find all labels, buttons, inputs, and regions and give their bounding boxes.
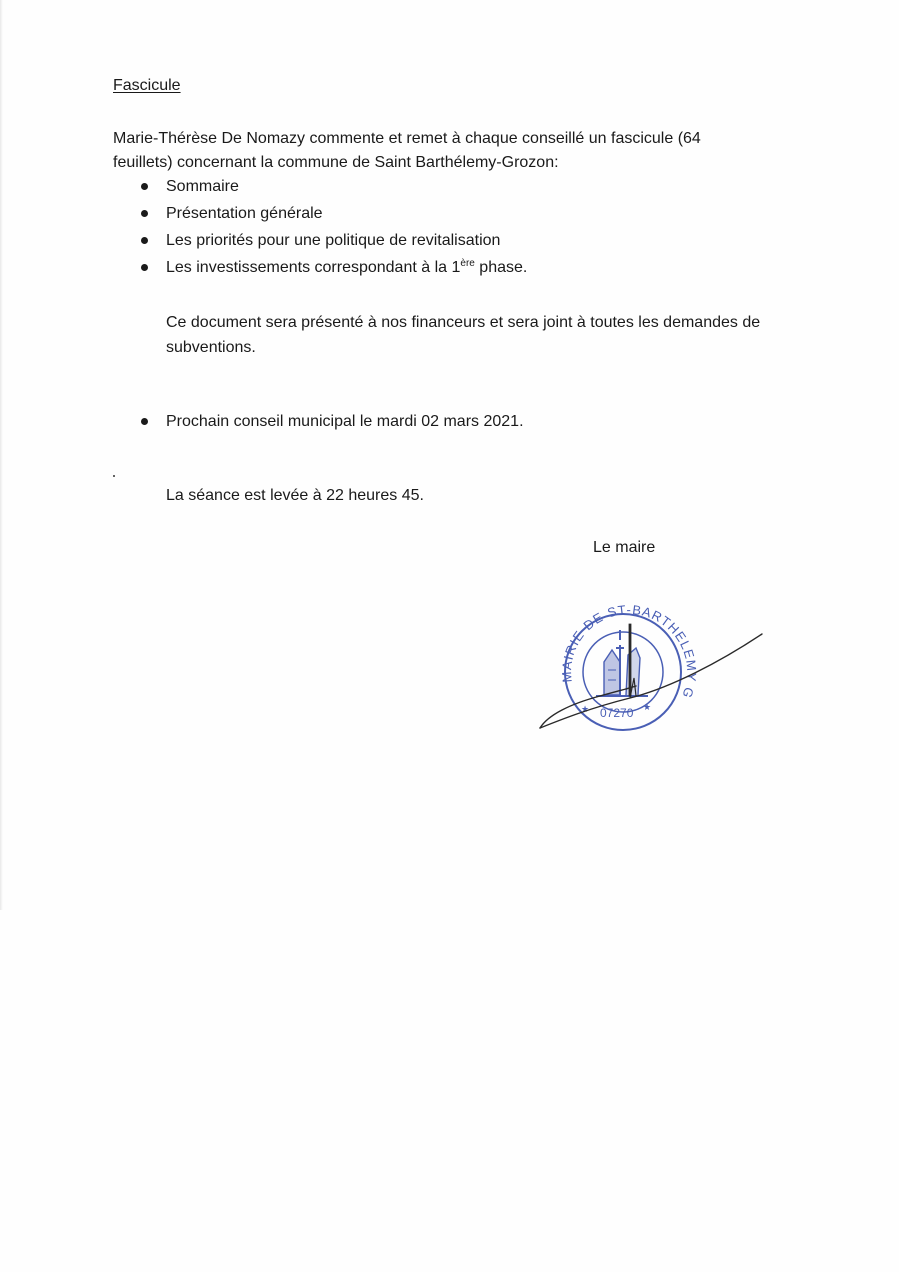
list-item [113,203,527,230]
contents-list [113,176,527,284]
list-item [113,411,524,438]
bullet-icon [141,264,148,271]
stamp-svg [530,600,770,740]
scan-edge [0,0,3,910]
stamp-star-icon: ★ [581,705,590,715]
stray-mark [113,475,115,477]
bullet-icon [141,210,148,217]
bullet-icon [141,418,148,425]
stamp-seal [530,600,699,730]
list-item-text: Sommaire [166,178,239,195]
bullet-icon [141,183,148,190]
stamp-star-icon: ★ [643,703,652,713]
intro-paragraph: Marie-Thérèse De Nomazy commente et remet à chaque conseillé un fascicule (64 feuillets) concernant la commune de Saint Barthélemy-Grozon: [113,130,701,171]
stamp-postcode: 07270 [600,706,634,720]
closing-statement: La séance est levée à 22 heures 45. [166,487,424,504]
list-item [113,176,527,203]
meeting-text: Prochain conseil municipal le mardi 02 mars 2021. [166,413,524,430]
ordinal-superscript: ère [460,258,475,269]
list-item-text: Les investissements correspondant à la 1 [166,259,461,276]
stamp-emblem [596,624,648,696]
section-heading: Fascicule [113,77,181,94]
official-stamp [530,600,770,740]
list-item-text: Les priorités pour une politique de revitalisation [166,232,501,249]
signer-title: Le maire [593,539,656,556]
list-item [113,257,527,284]
list-item-text: Présentation générale [166,205,323,222]
stamp-ring-text: MAIRIE DE ST-BARTHELEMY G [558,602,700,701]
list-item-text-end: phase. [474,259,528,276]
bullet-icon [141,237,148,244]
document-paragraph: Ce document sera présenté à nos financeurs et sera joint à toutes les demandes de subventions. [166,314,761,356]
meeting-list [113,411,524,438]
list-item [113,230,527,257]
